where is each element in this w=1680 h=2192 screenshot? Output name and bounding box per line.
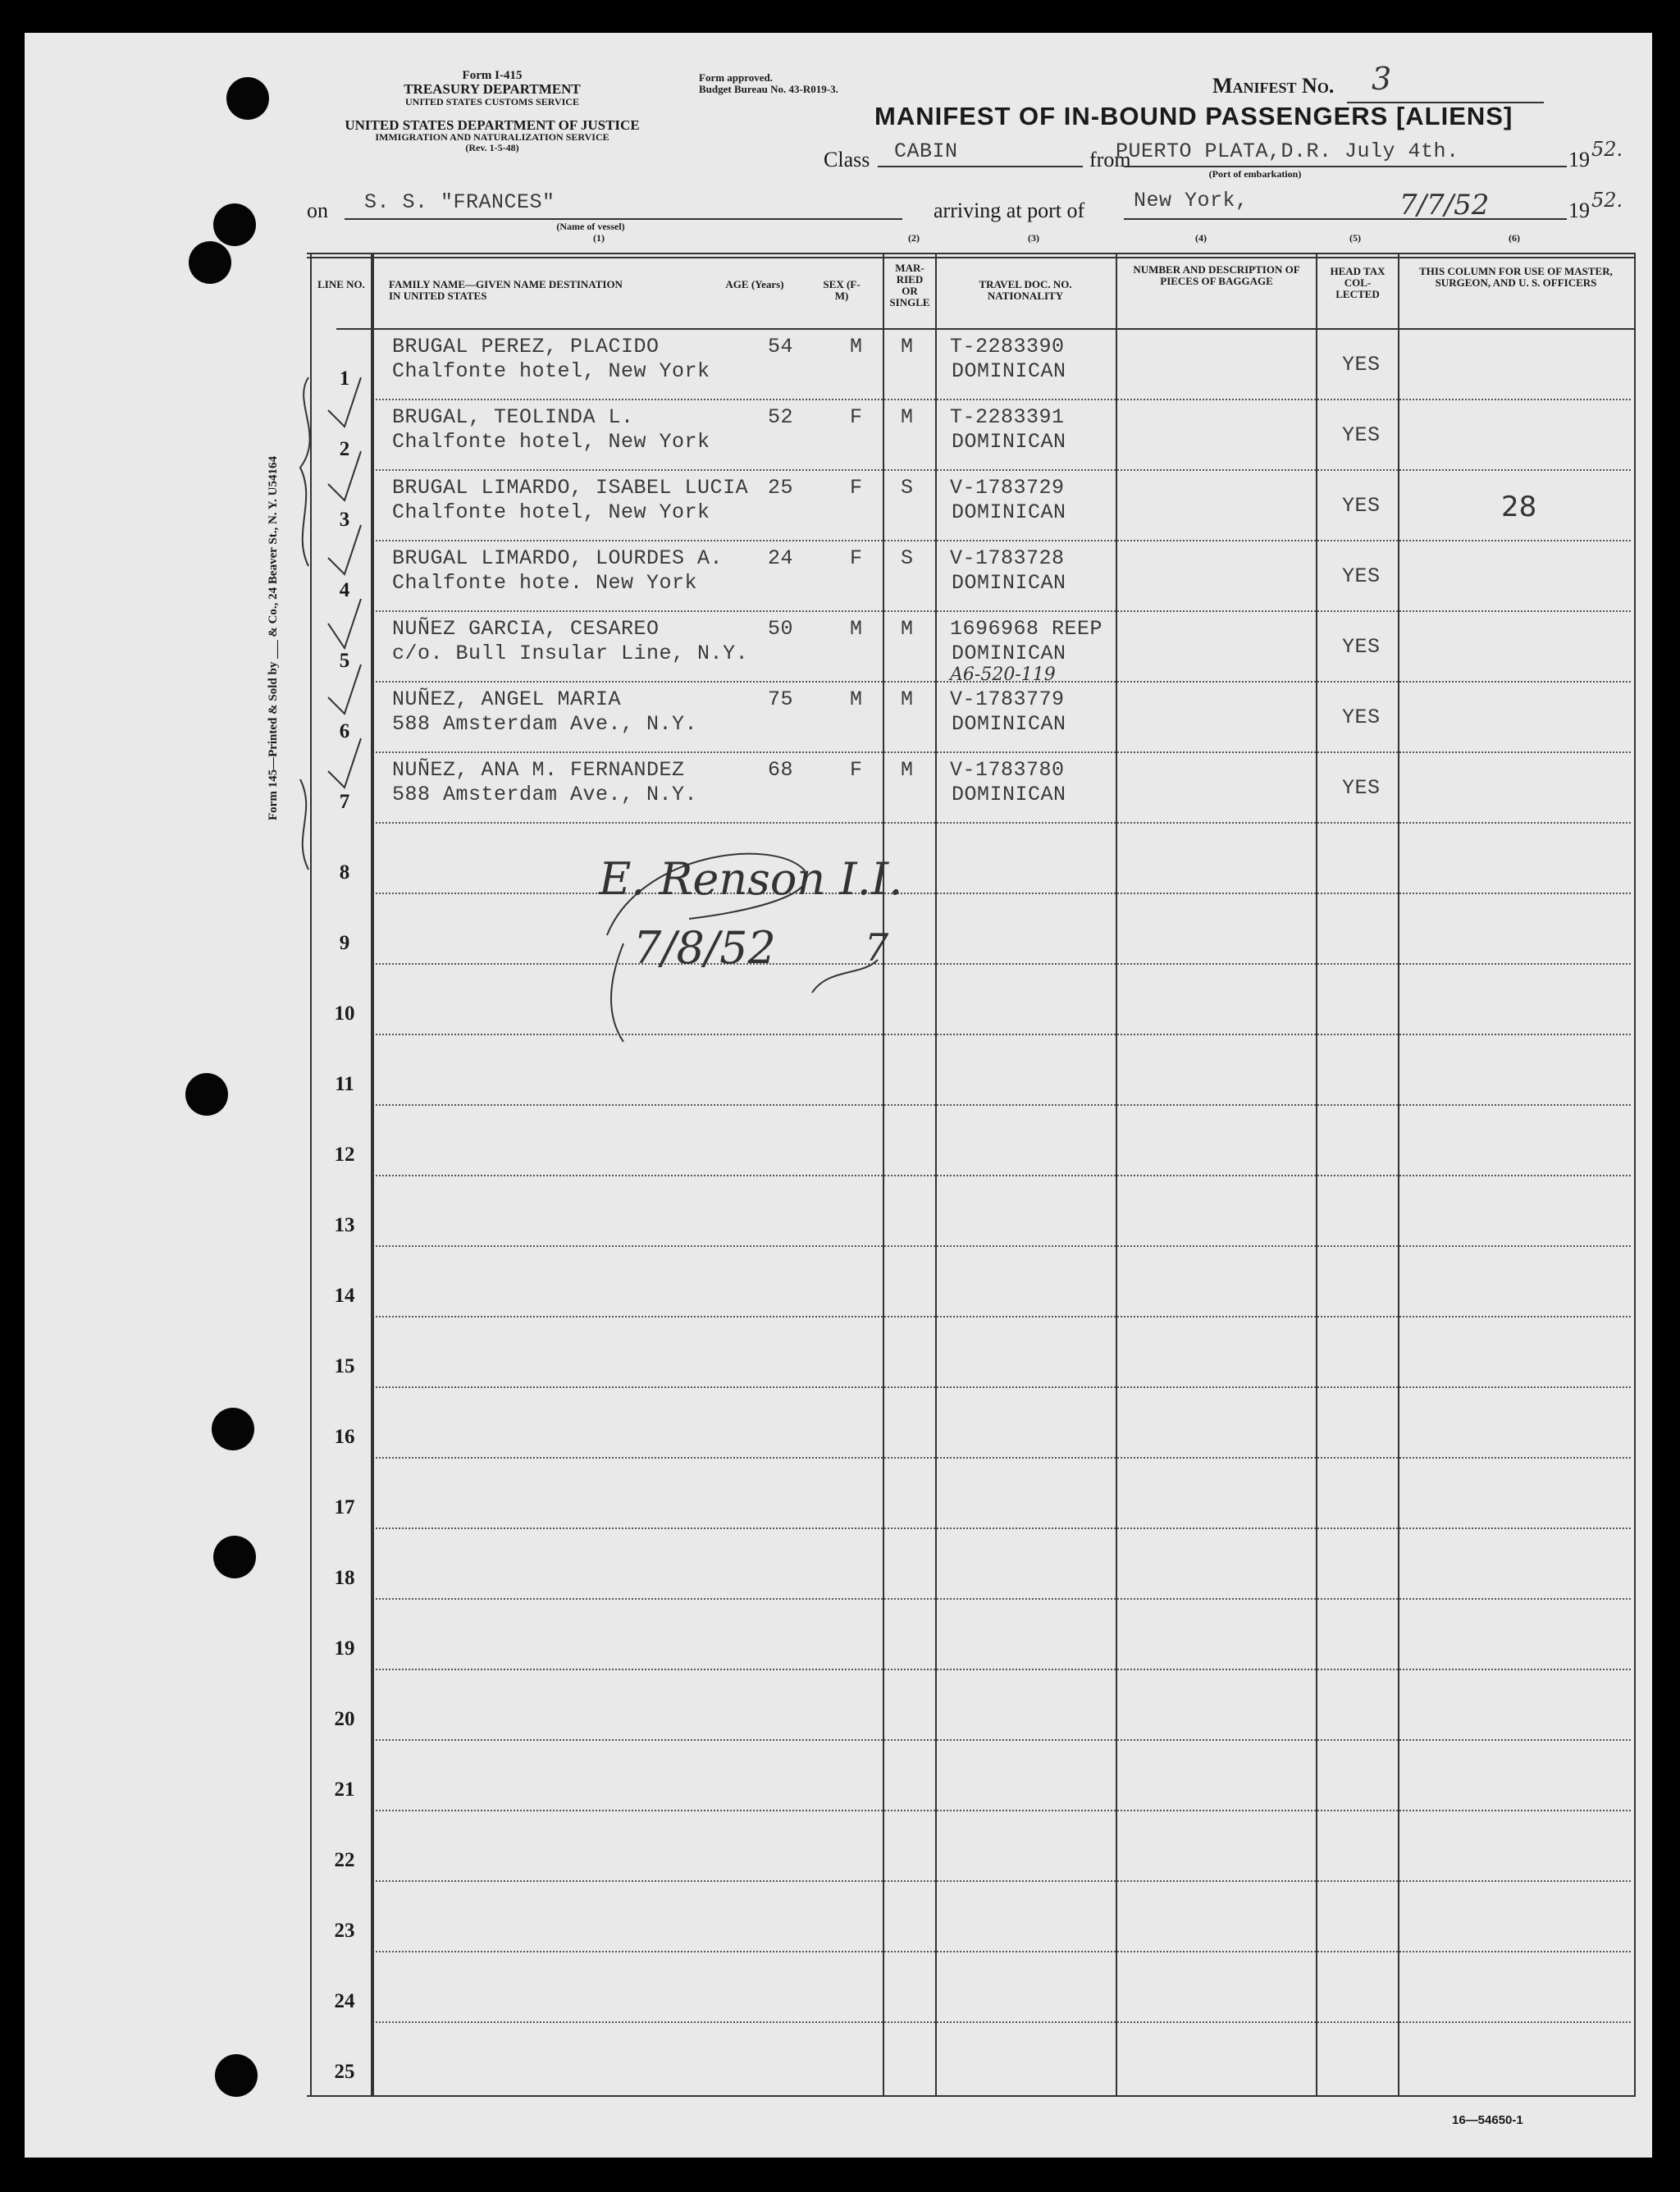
line-number: 23: [334, 1920, 355, 1942]
arriving-label: arriving at port of: [934, 199, 1085, 222]
passenger-sex: F: [850, 758, 863, 782]
manifest-no-label: Manifest No.: [1212, 74, 1335, 98]
punch-hole: [213, 1536, 256, 1578]
row-rule: [376, 822, 1631, 824]
travel-doc-no: V-1783729: [950, 476, 1065, 500]
col-num-3: (3): [1028, 232, 1039, 244]
travel-doc-no: V-1783780: [950, 758, 1065, 782]
year-prefix: 19: [1568, 148, 1590, 171]
travel-doc-no: V-1783779: [950, 687, 1065, 711]
line-number: 6: [339, 720, 350, 742]
passenger-age: 68: [768, 758, 794, 782]
head-tax-collected: YES: [1342, 776, 1381, 800]
passenger-destination: Chalfonte hote. New York: [392, 571, 698, 595]
line-number: 19: [334, 1637, 355, 1660]
from-underline: [1124, 166, 1567, 167]
nationality: DOMINICAN: [952, 642, 1066, 665]
row-rule: [376, 1880, 1631, 1882]
manifest-no-value: 3: [1372, 61, 1392, 97]
passenger-name: NUÑEZ, ANA M. FERNANDEZ: [392, 758, 685, 782]
passenger-age: 54: [768, 335, 794, 358]
printer-sidebar: Form 145—Printed & Sold by ___ & Co., 24 Beaver St., N. Y. U54164: [267, 455, 280, 820]
line-number: 14: [334, 1285, 355, 1307]
line-number: 1: [339, 368, 350, 390]
row-rule: [376, 1457, 1631, 1459]
col-header-name: FAMILY NAME—GIVEN NAME DESTINATION IN UNITED STATES: [389, 278, 623, 302]
form-revision: (Rev. 1-5-48): [465, 142, 519, 153]
passenger-name: BRUGAL PEREZ, PLACIDO: [392, 335, 660, 358]
row-rule: [376, 1951, 1631, 1952]
passenger-age: 75: [768, 687, 794, 711]
col-header-married: MAR- RIED OR SINGLE: [889, 262, 930, 308]
passenger-destination: 588 Amsterdam Ave., N.Y.: [392, 712, 698, 736]
passenger-marital: M: [901, 335, 914, 358]
nationality: DOMINICAN: [952, 430, 1066, 454]
col-header-travel: TRAVEL DOC. NO. NATIONALITY: [979, 278, 1072, 302]
col-num-2: (2): [908, 232, 920, 244]
passenger-destination: Chalfonte hotel, New York: [392, 430, 710, 454]
nationality: DOMINICAN: [952, 712, 1066, 736]
class-underline: [878, 166, 1083, 167]
row-rule: [376, 1669, 1631, 1670]
col-header-sex: SEX (F-M): [823, 278, 861, 302]
head-tax-collected: YES: [1342, 494, 1381, 518]
head-tax-collected: YES: [1342, 635, 1381, 659]
passenger-age: 50: [768, 617, 794, 641]
row-rule: [376, 1316, 1631, 1317]
passenger-name: BRUGAL LIMARDO, LOURDES A.: [392, 546, 724, 570]
head-tax-collected: YES: [1342, 706, 1381, 729]
col-header-line: LINE NO.: [317, 278, 365, 290]
customs-service: UNITED STATES CUSTOMS SERVICE: [405, 96, 579, 107]
row-rule: [376, 2021, 1631, 2023]
travel-doc-no: 1696968 REEP: [950, 617, 1103, 641]
line-number: 25: [334, 2061, 355, 2083]
line-number: 9: [339, 932, 350, 954]
line-number: 24: [334, 1990, 355, 2012]
line-number: 13: [334, 1214, 355, 1236]
passenger-age: 24: [768, 546, 794, 570]
line-number: 18: [334, 1567, 355, 1589]
vessel-underline: [345, 218, 902, 220]
line-number: 3: [339, 509, 350, 531]
row-rule: [376, 893, 1631, 894]
passenger-sex: F: [850, 476, 863, 500]
row-rule: [376, 1528, 1631, 1529]
ins-service: IMMIGRATION AND NATURALIZATION SERVICE: [375, 131, 609, 143]
vessel-col-num: (1): [593, 232, 605, 244]
row-rule: [376, 540, 1631, 541]
passenger-marital: S: [901, 546, 914, 570]
passenger-marital: M: [901, 405, 914, 429]
head-tax-collected: YES: [1342, 564, 1381, 588]
line-number: 21: [334, 1779, 355, 1801]
margin-scribbles: [284, 369, 333, 878]
passenger-sex: M: [850, 617, 863, 641]
punch-hole: [226, 77, 269, 120]
line-number: 7: [339, 791, 350, 813]
line-number: 2: [339, 438, 350, 460]
alien-file-number: A6-520-119: [950, 664, 1056, 685]
passenger-sex: M: [850, 687, 863, 711]
form-approved: Form approved.: [699, 71, 774, 84]
vessel-name: S. S. "FRANCES": [364, 190, 555, 214]
line-number: 11: [335, 1073, 354, 1095]
travel-doc-no: T-2283391: [950, 405, 1065, 429]
col-header-tax: HEAD TAX COL- LECTED: [1330, 265, 1386, 300]
port-embark-note: (Port of embarkation): [1208, 168, 1302, 180]
line-number: 4: [339, 579, 350, 601]
row-rule: [376, 399, 1631, 400]
row-rule: [376, 751, 1631, 753]
punch-hole: [212, 1408, 254, 1450]
class-label: Class: [824, 148, 870, 171]
manifest-title: MANIFEST OF IN-BOUND PASSENGERS [ALIENS]: [874, 102, 1513, 130]
line-number: 10: [334, 1002, 355, 1025]
passenger-sex: F: [850, 405, 863, 429]
head-tax-collected: YES: [1342, 423, 1381, 447]
punch-hole: [213, 203, 256, 246]
passenger-name: BRUGAL, TEOLINDA L.: [392, 405, 634, 429]
line-number: 17: [334, 1496, 355, 1518]
col-header-age: AGE (Years): [725, 278, 784, 290]
inspector-signature: E. Renson I.I.: [599, 853, 903, 905]
head-tax-collected: YES: [1342, 353, 1381, 377]
passenger-destination: c/o. Bull Insular Line, N.Y.: [392, 642, 749, 665]
row-rule: [376, 963, 1631, 965]
passenger-name: BRUGAL LIMARDO, ISABEL LUCIA: [392, 476, 749, 500]
row-rule: [376, 1245, 1631, 1247]
nationality: DOMINICAN: [952, 359, 1066, 383]
class-value: CABIN: [894, 139, 958, 163]
punch-hole: [215, 2054, 258, 2097]
passenger-age: 25: [768, 476, 794, 500]
col-num-6: (6): [1509, 232, 1520, 244]
inspection-initials: 7: [865, 925, 889, 970]
year2-prefix: 19: [1568, 199, 1590, 222]
travel-doc-no: T-2283390: [950, 335, 1065, 358]
line-number: 22: [334, 1849, 355, 1871]
row-rule: [376, 469, 1631, 471]
row-rule: [376, 1598, 1631, 1600]
line-number: 12: [334, 1144, 355, 1166]
passenger-marital: S: [901, 476, 914, 500]
passenger-marital: M: [901, 758, 914, 782]
passenger-name: NUÑEZ, ANGEL MARIA: [392, 687, 622, 711]
from-label: from: [1089, 148, 1131, 171]
passenger-destination: 588 Amsterdam Ave., N.Y.: [392, 783, 698, 806]
budget-bureau: Budget Bureau No. 43-R019-3.: [699, 83, 838, 95]
passenger-sex: M: [850, 335, 863, 358]
line-number: 16: [334, 1426, 355, 1448]
dept-justice: UNITED STATES DEPARTMENT OF JUSTICE: [345, 117, 640, 133]
arrival-port: New York,: [1134, 189, 1249, 212]
line-number: 8: [339, 861, 350, 884]
nationality: DOMINICAN: [952, 500, 1066, 524]
year-value: 52.: [1591, 138, 1623, 161]
nationality: DOMINICAN: [952, 783, 1066, 806]
passenger-marital: M: [901, 687, 914, 711]
row-rule: [376, 1104, 1631, 1106]
col-num-5: (5): [1349, 232, 1361, 244]
travel-doc-no: V-1783728: [950, 546, 1065, 570]
line-number: 5: [339, 650, 350, 672]
arrival-date: 7/7/52: [1399, 189, 1490, 221]
nationality: DOMINICAN: [952, 571, 1066, 595]
dept-treasury: TREASURY DEPARTMENT: [404, 81, 581, 97]
on-label: on: [307, 199, 328, 222]
from-value: PUERTO PLATA,D.R. July 4th.: [1116, 139, 1459, 163]
line-number: 20: [334, 1708, 355, 1730]
punch-hole: [189, 241, 231, 284]
footer-code: 16—54650-1: [1452, 2113, 1523, 2127]
passenger-marital: M: [901, 617, 914, 641]
inspection-date: 7/8/52: [633, 922, 776, 974]
passenger-name: NUÑEZ GARCIA, CESAREO: [392, 617, 660, 641]
manifest-page: [25, 33, 1652, 2158]
row-rule: [376, 1175, 1631, 1176]
form-number: Form I-415: [462, 69, 523, 82]
row-rule: [376, 610, 1631, 612]
col-header-baggage: NUMBER AND DESCRIPTION OF PIECES OF BAGGAGE: [1133, 263, 1300, 287]
year2-value: 52.: [1591, 189, 1623, 212]
officer-note: 28: [1501, 491, 1537, 523]
vessel-note: (Name of vessel): [556, 221, 625, 232]
passenger-sex: F: [850, 546, 863, 570]
passenger-destination: Chalfonte hotel, New York: [392, 500, 710, 524]
line-number: 15: [334, 1355, 355, 1377]
arrival-underline: [1124, 218, 1567, 220]
col-num-4: (4): [1195, 232, 1207, 244]
row-rule: [376, 1810, 1631, 1811]
row-rule: [376, 1739, 1631, 1741]
passenger-age: 52: [768, 405, 794, 429]
row-rule: [376, 1386, 1631, 1388]
passenger-destination: Chalfonte hotel, New York: [392, 359, 710, 383]
col-header-officers: THIS COLUMN FOR USE OF MASTER, SURGEON, AND U. S. OFFICERS: [1419, 265, 1613, 289]
signature-flourish: [591, 820, 889, 1050]
row-rule: [376, 1034, 1631, 1035]
punch-hole: [185, 1073, 228, 1116]
